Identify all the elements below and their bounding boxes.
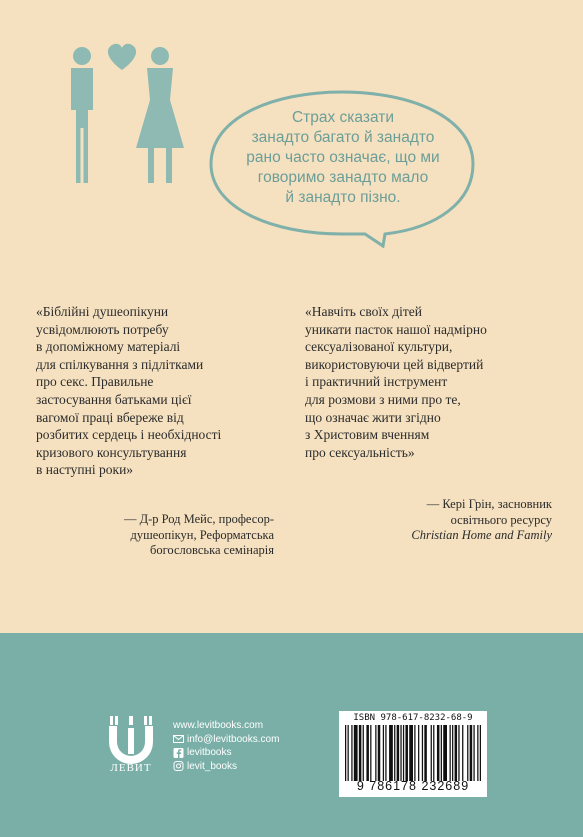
quote-line: усвідомлюють потребу xyxy=(36,321,169,337)
barcode-bar xyxy=(422,725,423,781)
quote-line: кризового консультування xyxy=(36,444,187,460)
barcode-bar xyxy=(450,725,451,781)
barcode-bar xyxy=(452,725,453,781)
quote-line: розбитих сердець і необхідності xyxy=(36,427,222,443)
barcode-bar xyxy=(414,725,415,781)
attribution-organization: Christian Home and Family xyxy=(411,528,552,542)
quote-line: для розмови з ними про те, xyxy=(305,391,461,407)
email-link[interactable] xyxy=(173,733,279,747)
attribution-line: душеопікун, Реформатська xyxy=(130,527,274,542)
attribution-role: , професор- xyxy=(212,512,274,526)
barcode-bar xyxy=(480,725,481,781)
quote-line: вагомої праці вбереже від xyxy=(36,409,184,425)
attribution-line: богословська семінарія xyxy=(150,543,274,557)
barcode-bar xyxy=(477,725,478,781)
publisher-contacts xyxy=(173,719,279,773)
barcode-bar xyxy=(375,725,376,781)
attribution-dash: — xyxy=(123,512,140,526)
facebook-icon xyxy=(173,748,184,758)
couple-with-heart-illustration xyxy=(60,38,195,188)
barcode-bar xyxy=(389,725,393,781)
barcode-bar xyxy=(400,725,401,781)
quote-line: використовуючи цей відвертий xyxy=(305,356,484,372)
instagram-icon xyxy=(173,761,184,771)
facebook-text: levitbooks xyxy=(187,747,232,758)
barcode-bar xyxy=(467,725,468,781)
barcode-bar xyxy=(455,725,458,781)
barcode-bar xyxy=(370,725,371,781)
barcode-bar xyxy=(351,725,352,781)
attribution-role: , засновник xyxy=(491,497,552,511)
barcode-bar xyxy=(397,725,400,781)
quote-line: для спілкування з підлітками xyxy=(36,356,204,372)
barcode-bar xyxy=(405,725,408,781)
ean-digits xyxy=(339,779,487,793)
barcode-bar xyxy=(424,725,427,781)
bubble-quote xyxy=(227,108,459,208)
barcode-bar xyxy=(443,725,447,781)
quote-line: про секс. Правильне xyxy=(36,374,154,390)
quote-line: «Біблійні душеопікуни xyxy=(36,304,169,319)
barcode-bar xyxy=(359,725,362,781)
attribution-name: Кері Грін xyxy=(442,497,492,511)
barcode-bar xyxy=(441,725,442,781)
barcode-bar xyxy=(462,725,463,781)
barcode-bar xyxy=(431,725,432,781)
website-text: www.levitbooks.com xyxy=(173,720,264,731)
publisher-name: ЛЕВИТ xyxy=(110,762,152,774)
quote-line: з Христовим вченням xyxy=(305,427,430,443)
quote-line: застосування батьками цієї xyxy=(36,391,192,407)
endorsement-quote-left xyxy=(36,303,286,479)
envelope-icon xyxy=(173,734,184,744)
quote-line: про сексуальність» xyxy=(305,444,415,460)
barcode-bar xyxy=(354,725,358,781)
website-link[interactable] xyxy=(173,719,279,733)
email-text: info@levitbooks.com xyxy=(187,733,280,745)
bubble-line: занадто багато й занадто xyxy=(251,129,435,146)
barcode-bar xyxy=(403,725,404,781)
barcode-bar xyxy=(394,725,395,781)
quote-line: що означає жити згідно xyxy=(305,409,441,425)
endorsement-attribution-right xyxy=(330,497,552,544)
barcode-bar xyxy=(383,725,384,781)
woman-figure-icon xyxy=(136,47,184,183)
quote-line: уникати пасток нашої надмірно xyxy=(305,321,487,337)
barcode-bar xyxy=(473,725,474,781)
barcode-bar xyxy=(363,725,364,781)
quote-line: в наступні роки» xyxy=(36,462,134,478)
attribution-dash: — xyxy=(426,497,443,511)
quote-line: сексуалізованої культури, xyxy=(305,339,453,355)
barcode-bar xyxy=(409,725,413,781)
bubble-line: й занадто пізно. xyxy=(285,189,401,206)
endorsement-quote-right xyxy=(305,303,563,461)
isbn-label: ISBN 978-617-8232-68-9 xyxy=(353,713,473,723)
cover-bottom-band xyxy=(0,633,583,837)
barcode-bar xyxy=(366,725,369,781)
attribution-line: освітнього ресурсу xyxy=(450,512,552,527)
barcode-bar xyxy=(385,725,386,781)
heart-icon xyxy=(108,44,136,70)
ean-first-digit: 9 xyxy=(356,779,365,793)
barcode-bar xyxy=(470,725,473,781)
barcode-bar xyxy=(378,725,381,781)
barcode-bar xyxy=(458,725,459,781)
instagram-link[interactable] xyxy=(173,760,279,774)
isbn-barcode xyxy=(339,711,487,797)
barcode-bar xyxy=(418,725,419,781)
quote-line: «Навчіть своїх дітей xyxy=(305,304,422,319)
endorsement-attribution-left xyxy=(60,512,274,559)
bubble-line: Страх сказати xyxy=(291,109,395,126)
bubble-line: говоримо занадто мало xyxy=(257,169,429,186)
facebook-link[interactable] xyxy=(173,746,279,760)
quote-line: і практичний інструмент xyxy=(305,374,448,390)
attribution-name: Д-р Род Мейс xyxy=(139,512,213,526)
barcode-bars xyxy=(345,725,481,781)
ean-left-group: 786178 xyxy=(369,779,417,793)
barcode-bar xyxy=(348,725,349,781)
barcode-bar xyxy=(437,725,440,781)
ean-right-group: 232689 xyxy=(421,779,470,793)
man-figure-icon xyxy=(71,47,93,183)
barcode-bar xyxy=(345,725,346,781)
quote-line: в допоміжному матеріалі xyxy=(36,339,181,355)
barcode-bar xyxy=(433,725,434,781)
instagram-text: levit_books xyxy=(187,760,238,772)
bubble-line: рано часто означає, що ми xyxy=(246,149,440,166)
